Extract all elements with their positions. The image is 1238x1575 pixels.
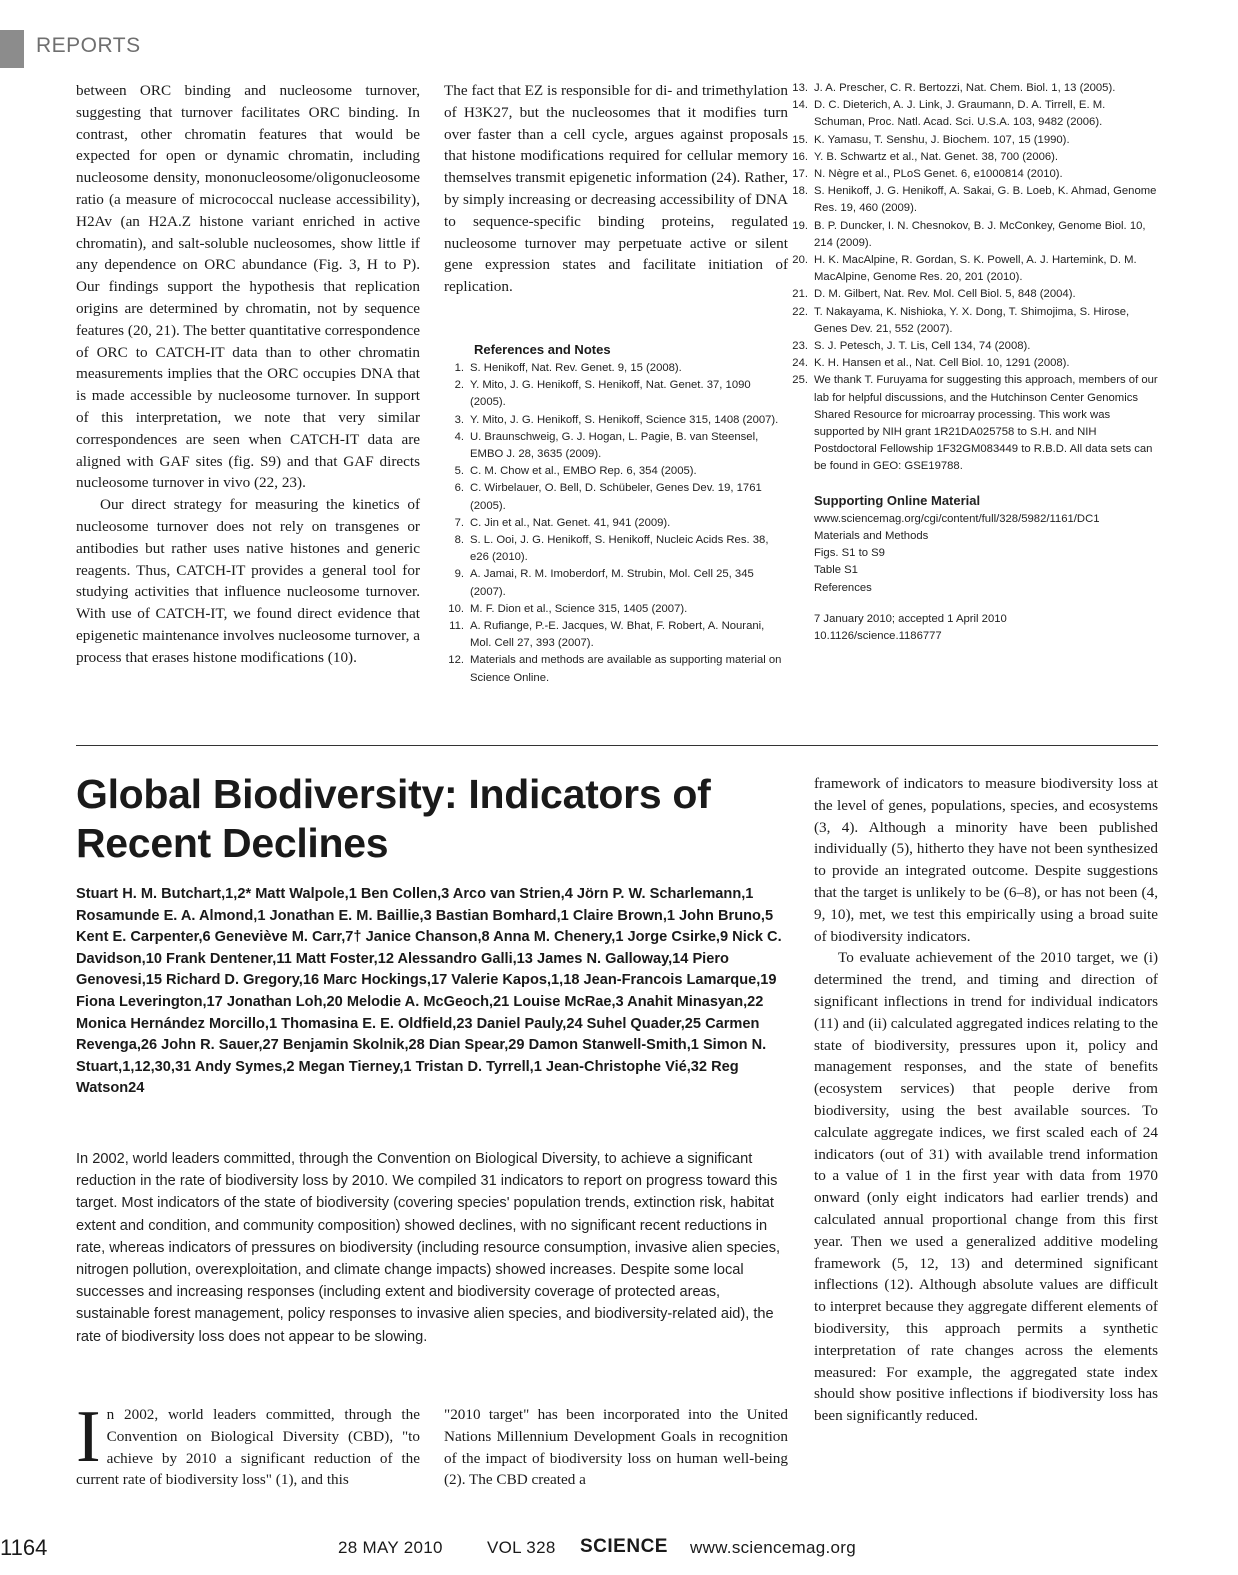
reference-number: 12. bbox=[448, 654, 464, 667]
reference-text: M. F. Dion et al., Science 315, 1405 (2007). bbox=[470, 602, 688, 615]
reference-number: 21. bbox=[792, 288, 808, 301]
reference-number: 3. bbox=[454, 413, 464, 426]
reference-number: 9. bbox=[454, 568, 464, 581]
reference-number: 6. bbox=[454, 482, 464, 495]
reference-text: D. M. Gilbert, Nat. Rev. Mol. Cell Biol. 5, 848 (2004). bbox=[814, 288, 1076, 301]
reference-text: T. Nakayama, K. Nishioka, Y. X. Dong, T. Shimojima, S. Hirose, Genes Dev. 21, 552 (2007). bbox=[814, 305, 1130, 335]
column-3-top bbox=[788, 80, 1158, 645]
drop-cap: I bbox=[76, 1396, 101, 1478]
reference-item bbox=[788, 355, 1158, 372]
reference-item bbox=[788, 372, 1158, 475]
reference-number: 25. bbox=[792, 374, 808, 387]
col3-paragraph-1: framework of indicators to measure biodiversity loss at the level of genes, populations, species, and ecosystems (3, 4). Although a minority have been published individually (5), hitherto they have not been synthesized to provide an integrated outcome. Despite suggestions that the target is unlikely to be (6–8), or has not been (4, 9, 10), met, we test this empirically using a broad suite of biodiversity indicators. bbox=[814, 775, 1158, 945]
som-title: Supporting Online Material bbox=[814, 492, 981, 508]
references-block bbox=[444, 342, 788, 687]
reference-text: B. P. Duncker, I. N. Chesnokov, B. J. McConkey, Genome Biol. 10, 214 (2009). bbox=[814, 219, 1146, 249]
reference-number: 2. bbox=[454, 379, 464, 392]
reference-text: C. Jin et al., Nat. Genet. 41, 941 (2009). bbox=[470, 516, 671, 529]
reference-text: We thank T. Furuyama for suggesting this approach, members of our lab for helpful discussions, and the Hutchinson Center Genomics Shared Resource for microarray processing. This work was supported by NIH grant 1R21DA025758 to S.H. and NIH Postdoctoral Fellowship 1F32GM083449 to R.B.D. All data sets can be found in GEO: GSE19788. bbox=[814, 374, 1158, 473]
reference-item bbox=[788, 338, 1158, 355]
reference-number: 18. bbox=[792, 185, 808, 198]
reference-number: 20. bbox=[792, 254, 808, 267]
column-2-top bbox=[444, 80, 788, 687]
intro-col2-body bbox=[444, 1404, 788, 1491]
references-list-col2 bbox=[444, 360, 788, 687]
reference-item bbox=[788, 286, 1158, 303]
article-title: Global Biodiversity: Indicators of Recent Declines bbox=[76, 771, 711, 866]
section-tab bbox=[0, 30, 24, 68]
column-1-top bbox=[76, 80, 420, 669]
reference-item bbox=[444, 515, 788, 532]
reference-number: 13. bbox=[792, 82, 808, 94]
reference-text: U. Braunschweig, G. J. Hogan, L. Pagie, B. van Steensel, EMBO J. 28, 3635 (2009). bbox=[470, 430, 759, 460]
reference-number: 10. bbox=[448, 602, 464, 615]
article-divider bbox=[76, 745, 1158, 746]
reference-item bbox=[788, 97, 1158, 131]
intro-column-2 bbox=[444, 1404, 788, 1491]
reference-number: 11. bbox=[449, 620, 464, 633]
reference-text: S. J. Petesch, J. T. Lis, Cell 134, 74 (2008). bbox=[814, 340, 1031, 353]
reference-item bbox=[788, 218, 1158, 252]
som-line: Figs. S1 to S9 bbox=[814, 547, 885, 560]
reference-item bbox=[444, 412, 788, 429]
col2-body bbox=[444, 80, 788, 298]
reference-text: C. M. Chow et al., EMBO Rep. 6, 354 (2005). bbox=[470, 465, 697, 478]
reference-item bbox=[788, 132, 1158, 149]
reference-text: Y. Mito, J. G. Henikoff, S. Henikoff, Science 315, 1408 (2007). bbox=[470, 413, 779, 426]
reference-text: A. Jamai, R. M. Imoberdorf, M. Strubin, Mol. Cell 25, 345 (2007). bbox=[470, 568, 754, 598]
reference-number: 17. bbox=[792, 168, 808, 181]
col1-body bbox=[76, 80, 420, 669]
reference-text: Y. B. Schwartz et al., Nat. Genet. 38, 700 (2006). bbox=[814, 150, 1059, 163]
col1-paragraph-2: Our direct strategy for measuring the kinetics of nucleosome turnover does not rely on transgenes or antibodies but rather uses native histones and generic reagents. Thus, CATCH-IT provides a general tool for studying activities that influence nucleosome turnover. With use of CATCH-IT, we found direct evidence that epigenetic maintenance involves nucleosome turnover, a process that erases histone modifications (10). bbox=[76, 496, 420, 666]
col1-paragraph-1: between ORC binding and nucleosome turnover, suggesting that turnover facilitates ORC binding. In contrast, other chromatin features that would be expected for open or dynamic chromatin, including nucleosome density, mononucleosome/oligonucleosome ratio (a measure of micrococcal nuclease accessibility), H2Av (an H2A.Z histone variant enriched in active chromatin), and salt-soluble nucleosomes, show little if any dependence on ORC abundance (Fig. 3, H to P). Our findings support the hypothesis that replication origins are determined by chromatin, not by sequence features (20, 21). The better quantitative correspondence of ORC to CATCH-IT data than to other chromatin measurements implies that the ORC occupies DNA that is made accessible by nucleosome turnover. In support of this interpretation, we note that very similar correspondences are seen when CATCH-IT data are aligned with GAF sites (fig. S9) and that GAF directs nucleosome turnover in vivo (22, 23). bbox=[76, 82, 420, 492]
journal-url[interactable]: www.sciencemag.org bbox=[690, 1538, 857, 1557]
reference-number: 24. bbox=[792, 357, 808, 370]
reference-text: S. L. Ooi, J. G. Henikoff, S. Henikoff, Nucleic Acids Res. 38, e26 (2010). bbox=[470, 534, 769, 564]
volume: VOL 328 bbox=[487, 1538, 556, 1557]
reference-text: S. Henikoff, J. G. Henikoff, A. Sakai, G. B. Loeb, K. Ahmad, Genome Res. 19, 460 (2009). bbox=[814, 185, 1157, 215]
som-line: Materials and Methods bbox=[814, 530, 929, 543]
reference-number: 22. bbox=[792, 305, 808, 318]
col3-paragraph-2: To evaluate achievement of the 2010 target, we (i) determined the trend, and timing and direction of significant inflections in trend for individual indicators (11) and (ii) calculated aggregated indices relating to the state of biodiversity, pressures upon it, policy and management responses, and the state of benefits (ecosystem services) that people derive from biodiversity, using the best available sources. To calculate aggregate indices, we first scaled each of 24 indicators (out of 31) with available trend information to a value of 1 in the first year with data from 1970 onward (only eight indicators had earlier trends) and calculated annual proportional change from this first year. Then we used a generalized additive modeling framework (5, 12, 13) and determined significant inflections (12). Although absolute values are difficult to interpret because they aggregate different elements of biodiversity, this approach permits a synthetic interpretation of rate changes across the elements measured: For example, the aggregated state index should show positive inflections if biodiversity loss has been significantly reduced. bbox=[814, 949, 1158, 1425]
reference-item bbox=[788, 252, 1158, 286]
received-accepted-dates: 7 January 2010; accepted 1 April 2010 bbox=[814, 612, 1007, 625]
references-list-col3 bbox=[788, 80, 1158, 476]
journal-name: SCIENCE bbox=[580, 1536, 668, 1557]
reference-number: 4. bbox=[454, 430, 464, 443]
reference-number: 14. bbox=[792, 99, 808, 112]
intro-col2-text: "2010 target" has been incorporated into the United Nations Millennium Development Goals in recognition of the impact of biodiversity loss on human well-being (2). The CBD created a bbox=[444, 1406, 788, 1489]
reference-text: J. A. Prescher, C. R. Bertozzi, Nat. Chem. Biol. 1, 13 (2005). bbox=[814, 82, 1116, 94]
reference-item bbox=[444, 652, 788, 686]
reference-item bbox=[444, 360, 788, 377]
reference-number: 1. bbox=[454, 361, 464, 374]
reference-number: 8. bbox=[454, 534, 464, 546]
reference-number: 15. bbox=[792, 133, 808, 146]
intro-col1-text: n 2002, world leaders committed, through the Convention on Biological Diversity (CBD), "to achieve by 2010 a significant reduction of the current rate of biodiversity loss" (1), and this bbox=[76, 1406, 420, 1489]
reference-item bbox=[788, 80, 1158, 97]
reference-item bbox=[788, 304, 1158, 338]
reference-number: 19. bbox=[792, 219, 808, 232]
reference-text: K. Yamasu, T. Senshu, J. Biochem. 107, 15 (1990). bbox=[814, 133, 1070, 146]
reference-item bbox=[444, 429, 788, 463]
reference-number: 7. bbox=[454, 516, 464, 529]
reference-item bbox=[444, 480, 788, 514]
page-footer bbox=[0, 1535, 1238, 1565]
page-number: 1164 bbox=[0, 1535, 48, 1560]
reference-item bbox=[444, 566, 788, 600]
reference-item bbox=[444, 463, 788, 480]
som-url[interactable]: www.sciencemag.org/cgi/content/full/328/5982/1161/DC1 bbox=[814, 512, 1100, 525]
section-label: REPORTS bbox=[36, 34, 141, 57]
article-col3-body bbox=[814, 773, 1158, 1427]
reference-item bbox=[788, 149, 1158, 166]
reference-item bbox=[444, 377, 788, 411]
reference-text: C. Wirbelauer, O. Bell, D. Schübeler, Genes Dev. 19, 1761 (2005). bbox=[470, 482, 762, 512]
reference-text: Y. Mito, J. G. Henikoff, S. Henikoff, Nat. Genet. 37, 1090 (2005). bbox=[470, 379, 751, 409]
som-line: Table S1 bbox=[814, 564, 858, 577]
reference-number: 5. bbox=[454, 465, 464, 478]
supporting-online-material bbox=[788, 492, 1158, 646]
reference-text: D. C. Dieterich, A. J. Link, J. Graumann, D. A. Tirrell, E. M. Schuman, Proc. Natl. Acad. Sci. U.S.A. 103, 9482 (2006). bbox=[814, 99, 1106, 129]
reference-text: S. Henikoff, Nat. Rev. Genet. 9, 15 (2008). bbox=[470, 361, 682, 374]
reference-text: A. Rufiange, P.-E. Jacques, W. Bhat, F. Robert, A. Nourani, Mol. Cell 27, 393 (2007). bbox=[470, 620, 765, 650]
reference-number: 16. bbox=[792, 150, 808, 163]
reference-text: K. H. Hansen et al., Nat. Cell Biol. 10, 1291 (2008). bbox=[814, 357, 1070, 370]
reference-item bbox=[788, 166, 1158, 183]
reference-item bbox=[788, 183, 1158, 217]
reference-number: 23. bbox=[792, 340, 808, 353]
reference-item bbox=[444, 532, 788, 566]
article-column-3 bbox=[814, 773, 1158, 1427]
reference-item bbox=[444, 601, 788, 618]
abstract: In 2002, world leaders committed, through the Convention on Biological Diversity, to achieve a significant reduction in the rate of biodiversity loss by 2010. We compiled 31 indicators to report on progress toward this target. Most indicators of the state of biodiversity (covering species' population trends, extinction risk, habitat extent and condition, and community composition) showed declines, with no significant recent reductions in rate, whereas indicators of pressures on biodiversity (including resource consumption, invasive alien species, nitrogen pollution, overexploitation, and climate change impacts) showed increases. Despite some local successes and increasing responses (including extent and biodiversity coverage of protected areas, sustainable forest management, policy responses to invasive alien species, and biodiversity-related aid), the rate of biodiversity loss does not appear to be slowing. bbox=[76, 1151, 781, 1345]
reference-text: N. Nègre et al., PLoS Genet. 6, e1000814 (2010). bbox=[814, 168, 1063, 181]
reference-text: H. K. MacAlpine, R. Gordan, S. K. Powell, A. J. Hartemink, D. M. MacAlpine, Genome Res. 20, 201 (2010). bbox=[814, 254, 1137, 284]
col2-paragraph-1: The fact that EZ is responsible for di- and trimethylation of H3K27, but the nucleosomes that it modifies turn over faster than a cell cycle, argues against proposals that histone modifications required for cellular memory themselves transmit epigenetic information (24). Rather, by simply increasing or decreasing accessibility of DNA to sequence-specific binding proteins, regulated nucleosome turnover may perpetuate active or silent gene expression states and facilitate initiation of replication. bbox=[444, 82, 788, 296]
intro-col1-body bbox=[76, 1396, 420, 1491]
references-title: References and Notes bbox=[474, 341, 611, 357]
issue-date: 28 MAY 2010 bbox=[338, 1538, 443, 1557]
author-list: Stuart H. M. Butchart,1,2* Matt Walpole,1 Ben Collen,3 Arco van Strien,4 Jörn P. W. Scharlemann,1 Rosamunde E. A. Almond,1 Jonathan E. M. Baillie,3 Bastian Bomhard,1 Claire Brown,1 John Bruno,5 Kent E. Carpenter,6 Geneviève M. Carr,7† Janice Chanson,8 Anna M. Chenery,1 Jorge Csirke,9 Nick C. Davidson,10 Frank Dentener,11 Matt Foster,12 Alessandro Galli,13 James N. Galloway,14 Piero Genovesi,15 Richard D. Gregory,16 Marc Hockings,17 Valerie Kapos,1,18 Jean-Francois Lamarque,19 Fiona Leverington,17 Jonathan Loh,20 Melodie A. McGeoch,21 Louise McRae,3 Anahit Minasyan,22 Monica Hernández Morcillo,1 Thomasina E. E. Oldfield,23 Daniel Pauly,24 Suhel Quader,25 Carmen Revenga,26 John R. Sauer,27 Benjamin Skolnik,28 Dian Spear,29 Damon Stanwell-Smith,1 Simon N. Stuart,1,12,30,31 Andy Symes,2 Megan Tierney,1 Tristan D. Tyrrell,1 Jean-Christophe Vié,32 Reg Watson24 bbox=[76, 886, 782, 1097]
reference-text: Materials and methods are available as supporting material on Science Online. bbox=[470, 654, 782, 684]
reference-item bbox=[444, 618, 788, 652]
som-line: References bbox=[814, 581, 872, 594]
intro-column-1 bbox=[76, 1396, 420, 1491]
doi[interactable]: 10.1126/science.1186777 bbox=[814, 630, 942, 643]
